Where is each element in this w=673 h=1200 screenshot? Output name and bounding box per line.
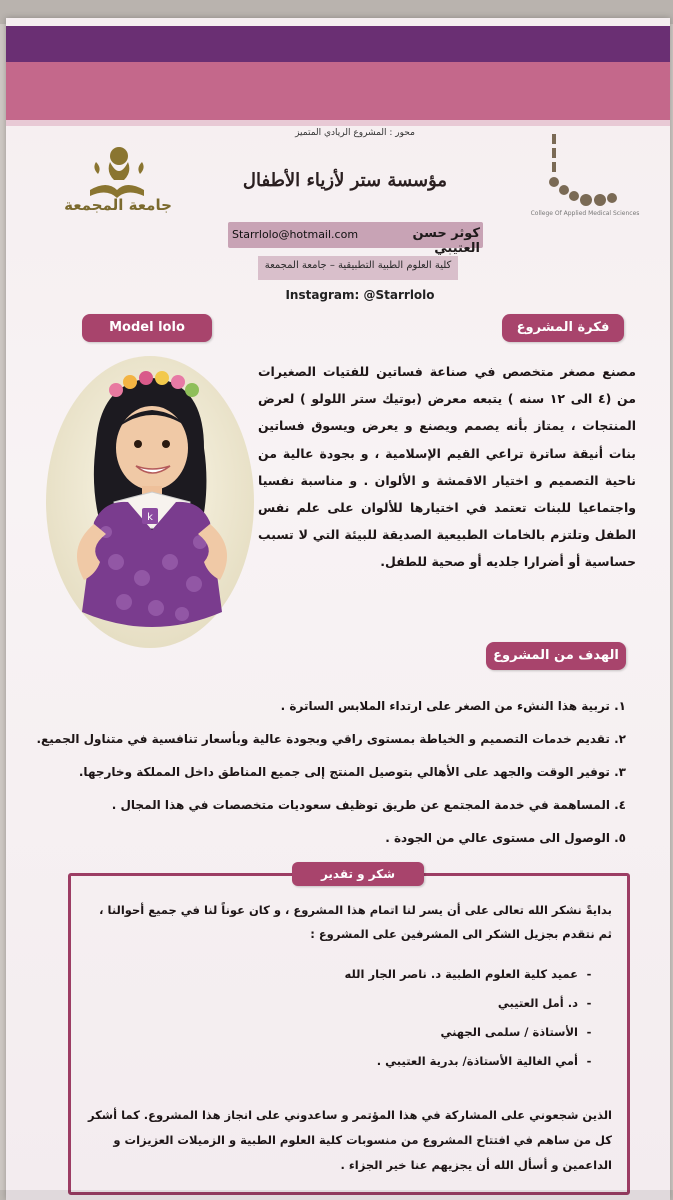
thanks-item (160, 989, 600, 1018)
college-logo-text: College Of Applied Medical Sciences (530, 210, 640, 217)
thanks-item (160, 1047, 600, 1076)
svg-text:k: k (147, 512, 153, 523)
goal-section-title (486, 642, 626, 670)
college-name: كلية العلوم الطبية التطبيقية – جامعة المجمعة (264, 260, 452, 271)
author-email: Starrlolo@hotmail.com (232, 228, 359, 241)
thanks-item-text: أمي الغالية الأستاذة/ بدرية العتيبي . (376, 1054, 578, 1068)
thanks-outro: الذين شجعوني على المشاركة في هذا المؤتمر و ساعدوني على انجاز هذا المشروع. كما أشكر كل من ساهم في افتتاح المشروع من منسوبات كلية العلوم الطبية و الزميلات العزيزات و الداعمين و أسأل الله أن يجزيهم عنا خير الجزاء . (87, 1108, 612, 1172)
thanks-item-text: الأستاذة / سلمى الجهني (440, 1025, 578, 1039)
goal-section-label: الهدف من المشروع (493, 648, 619, 663)
thanks-item (160, 1018, 600, 1047)
floor-shadow (0, 1190, 673, 1200)
light-stripe (6, 120, 670, 126)
goal-item: ٣. توفير الوقت والجهد على الأهالي بتوصيل المنتج إلى جميع المناطق داخل المملكة وخارجها. (78, 765, 626, 779)
thanks-item (160, 960, 600, 989)
dash-icon: - (586, 996, 592, 1010)
model-illustration (44, 352, 256, 652)
instagram-handle: Instagram: @Starrlolo (285, 288, 435, 302)
goal-item: ٥. الوصول الى مستوى عالي من الجودة . (385, 831, 626, 845)
thanks-section-label: شكر و تقدير (320, 867, 396, 881)
goal-item: ٤. المساهمة في خدمة المجتمع عن طريق توظيف سعوديات متخصصات في هذا المجال . (111, 798, 626, 812)
university-logo-text: جامعة المجمعة (64, 196, 172, 214)
university-logo-icon (62, 128, 172, 238)
dash-icon: - (586, 1054, 592, 1068)
project-title: مؤسسة ستر لأزياء الأطفال (242, 170, 448, 191)
idea-paragraph: مصنع مصغر متخصص في صناعة فساتين للفتيات الصغيرات من (٤ الى ١٢ سنه ) يتبعه معرض (بوتيك ستر اللولو ) لعرض المنتجات ، يمتاز بأنه يصمم ويصنع و يعرض ويسوق فساتين بنات أنيقة ساترة تراعي القيم الإسلامية ، و بجودة عالية من ناحية التصميم و اختيار الاقمشة و الألوان . و مناسبة نفسيا واجتماعيا للبنات تعتمد في اختيارها للألوان على علم نفس الطفل وتلتزم بالخامات الطبيعية الصديقة للبيئة التي لا تسبب حساسية أو أضرارا جلديه أو صحية للطفل. (258, 364, 636, 570)
goals-list (36, 690, 626, 855)
dash-icon: - (586, 967, 592, 981)
model-label: Model lolo (82, 314, 212, 342)
purple-stripe (6, 26, 670, 62)
idea-section-label: فكرة المشروع (516, 320, 610, 335)
idea-section-title (502, 314, 624, 342)
goal-item: ٢. تقديم خدمات التصميم و الخياطة بمستوى راقي وبجودة عالية وبأسعار تنافسية في متناول الجميع. (36, 732, 626, 746)
thanks-intro: بدايةً نشكر الله تعالى على أن يسر لنا اتمام هذا المشروع ، و كان عوناً لنا في جميع أحوالنا ، ثم نتقدم بجزيل الشكر الى المشرفين على المشروع : (99, 903, 612, 941)
thanks-section-title (292, 862, 424, 886)
pink-stripe (6, 62, 670, 120)
axis-line: محور : المشروع الريادي المتميز (295, 128, 415, 138)
thanks-item-text: عميد كلية العلوم الطبية د. ناصر الجار الله (344, 967, 578, 981)
thanks-list (160, 960, 600, 1076)
dash-icon: - (586, 1025, 592, 1039)
goal-item: ١. تربية هذا النشء من الصغر على ارتداء الملابس الساترة . (280, 699, 626, 713)
thanks-item-text: د. أمل العتيبي (497, 996, 578, 1010)
author-name: كوثر حسن العتيبي (412, 226, 480, 256)
